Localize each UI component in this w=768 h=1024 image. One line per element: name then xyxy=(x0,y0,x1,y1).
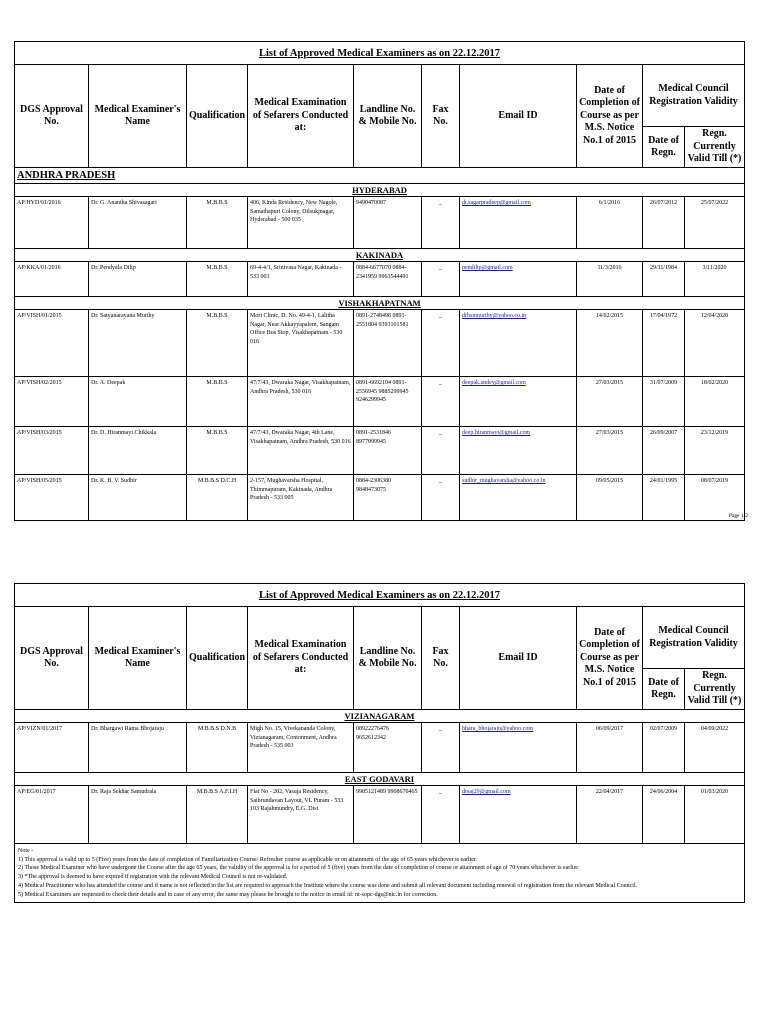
fax-no: _ xyxy=(422,377,460,427)
examiners-table-page-2 xyxy=(14,583,745,903)
conducted-at-address: Migh No. 15, Vivekananda Colony, Vizianagaram, Contonment, Andhra Pradesh - 535 003 xyxy=(248,723,354,773)
date-of-regn: 02/07/2009 xyxy=(643,723,685,773)
fax-no: _ xyxy=(422,427,460,475)
email-id[interactable] xyxy=(460,427,577,475)
email-id[interactable] xyxy=(460,310,577,377)
header-dgs: DGS Approval No. xyxy=(15,65,89,168)
dgs-approval-no: AP/VISH/05/2015 xyxy=(15,475,89,521)
page-2 xyxy=(14,583,744,903)
header-council: Medical Council Registration Validity xyxy=(643,607,745,669)
page-title: List of Approved Medical Examiners as on 22.12.2017 xyxy=(15,584,745,607)
completion-date: 11/3/2016 xyxy=(577,262,643,297)
header-email: Email ID xyxy=(460,65,577,168)
conducted-at-address: Flat No - 202, Vasuja Residency, Saibrundavan Layout, VL Puram - 533 103 Rajahmundry, E.G. Dist xyxy=(248,786,354,844)
table-row xyxy=(15,310,745,377)
examiner-name: Dr. A. Deepak xyxy=(89,377,187,427)
date-of-regn: 29/11/1984 xyxy=(643,262,685,297)
header-regn-valid: Regn. Currently Valid Till (*) xyxy=(685,127,745,168)
landline-mobile: 0884-2306380 9848473075 xyxy=(354,475,422,521)
regn-valid-till: 23/12/2019 xyxy=(685,427,745,475)
qualification: M.B.B.S D.N.B xyxy=(187,723,248,773)
completion-date: 06/09/2017 xyxy=(577,723,643,773)
header-fax: Fax No. xyxy=(422,65,460,168)
header-dgs: DGS Approval No. xyxy=(15,607,89,710)
header-qualification: Qualification xyxy=(187,65,248,168)
email-link[interactable]: pendilip@gmail.com xyxy=(462,265,513,271)
conducted-at-address: 47/7/43, Dwaraka Nagar, 4th Lane, Visakhapatnam, Andhra Pradesh, 530 016 xyxy=(248,427,354,475)
email-id[interactable] xyxy=(460,197,577,249)
completion-date: 09/05/2015 xyxy=(577,475,643,521)
email-id[interactable] xyxy=(460,262,577,297)
regn-valid-till: 08/07/2019 xyxy=(685,475,745,521)
examiner-name: Dr. K. B. V. Sudhir xyxy=(89,475,187,521)
header-qualification: Qualification xyxy=(187,607,248,710)
note-line: Note - xyxy=(18,848,34,854)
completion-date: 6/1/2016 xyxy=(577,197,643,249)
page-title: List of Approved Medical Examiners as on 22.12.2017 xyxy=(15,42,745,65)
dgs-approval-no: AP/VISH/02/2015 xyxy=(15,377,89,427)
header-landline: Landline No. & Mobile No. xyxy=(354,65,422,168)
header-fax: Fax No. xyxy=(422,607,460,710)
date-of-regn: 31/07/2009 xyxy=(643,377,685,427)
date-of-regn: 17/04/1972 xyxy=(643,310,685,377)
fax-no: _ xyxy=(422,723,460,773)
table-row xyxy=(15,197,745,249)
header-email: Email ID xyxy=(460,607,577,710)
note-line: 3) *The approval is deemed to have expired if registration with the relevant Medical Council is not re-validated. xyxy=(18,874,288,881)
table-row xyxy=(15,475,745,521)
header-conducted-at: Medical Examination of Sefarers Conducted at: xyxy=(248,607,354,710)
dgs-approval-no: AP/HYD/01/2016 xyxy=(15,197,89,249)
date-of-regn: 24/01/1995 xyxy=(643,475,685,521)
completion-date: 14/02/2015 xyxy=(577,310,643,377)
note-line: 4) Medical Practitioner who has attended the course and if name is not reflected in the list are required to approach the Institute where the course was done and submit all relevant document including renewal of registration from the relevant Medical Council. xyxy=(18,882,638,889)
email-link[interactable]: dr.sagarpradeep@gmail.com xyxy=(462,200,531,206)
landline-mobile: 0891-2531846 8977099945 xyxy=(354,427,422,475)
conducted-at-address: Mori Clinic, D. No. 49-4-1, Lalitha Nagar, Near Akkayyapalem, Sangam Office Bus Stop, Visakhapatnam - 530 016 xyxy=(248,310,354,377)
header-name: Medical Examiner's Name xyxy=(89,607,187,710)
email-link[interactable]: deepak.andey@gmail.com xyxy=(462,380,526,386)
page-1 xyxy=(14,41,748,521)
qualification: M.B.B.S xyxy=(187,427,248,475)
landline-mobile: 08922276476 9652612342 xyxy=(354,723,422,773)
page-number: Page 1/2 xyxy=(728,513,748,519)
email-id[interactable] xyxy=(460,377,577,427)
header-date-regn: Date of Regn. xyxy=(643,127,685,168)
date-of-regn: 24/06/2004 xyxy=(643,786,685,844)
dgs-approval-no: AP/VIZN/01/2017 xyxy=(15,723,89,773)
qualification: M.B.B.S xyxy=(187,377,248,427)
examiner-name: Dr. Satyanarayana Murthy xyxy=(89,310,187,377)
header-landline: Landline No. & Mobile No. xyxy=(354,607,422,710)
landline-mobile: 0891-2748498 0891-2551804 9393101581 xyxy=(354,310,422,377)
email-link[interactable]: deep.hiranmayi@gmail.com xyxy=(462,430,531,436)
examiner-name: Dr. Pendyala Dilip xyxy=(89,262,187,297)
email-id[interactable] xyxy=(460,475,577,521)
note-line: 5) Medical Examiners are requested to check their details and in case of any error, the same may please be brought to the notice in email id: nt-sopc-dgs@nic.in for correction. xyxy=(18,891,438,898)
fax-no: _ xyxy=(422,262,460,297)
city-heading: VIZIANAGARAM xyxy=(15,710,745,723)
header-completion: Date of Completion of Course as per M.S. Notice No.1 of 2015 xyxy=(577,607,643,710)
table-row xyxy=(15,427,745,475)
qualification: M.B.B.S xyxy=(187,197,248,249)
fax-no: _ xyxy=(422,475,460,521)
dgs-approval-no: AP/VISH/03/2015 xyxy=(15,427,89,475)
completion-date: 27/03/2015 xyxy=(577,377,643,427)
completion-date: 22/04/2017 xyxy=(577,786,643,844)
conducted-at-address: 47/7/43, Dwaraka Nagar, Visakhapatnam, Andhra Pradesh, 530 016 xyxy=(248,377,354,427)
table-row xyxy=(15,377,745,427)
email-link[interactable]: drsaj29@gmail.com xyxy=(462,789,511,795)
landline-mobile: 9490470087 xyxy=(354,197,422,249)
landline-mobile: 0891-6692104 0891-2556945 9885299945 9246299945 xyxy=(354,377,422,427)
date-of-regn: 26/07/2012 xyxy=(643,197,685,249)
city-heading: EAST GODAVARI xyxy=(15,773,745,786)
email-link[interactable]: drbsnmurthy@yahoo.co.in xyxy=(462,313,527,319)
landline-mobile: 9985121489 9908670465 xyxy=(354,786,422,844)
examiner-name: Dr. G. Anantha Shivasagari xyxy=(89,197,187,249)
dgs-approval-no: AP/EG/01/2017 xyxy=(15,786,89,844)
regn-valid-till: 25/07/2022 xyxy=(685,197,745,249)
qualification: M.B.B.S xyxy=(187,310,248,377)
examiner-name: Dr. Raja Sekhar Samudrala xyxy=(89,786,187,844)
table-row xyxy=(15,786,745,844)
examiner-name: Dr. D. Hiranmayi Chikkala xyxy=(89,427,187,475)
regn-valid-till: 01/03/2020 xyxy=(685,786,745,844)
dgs-approval-no: AP/KKA/01/2016 xyxy=(15,262,89,297)
email-id[interactable] xyxy=(460,786,577,844)
examiners-table-page-1 xyxy=(14,41,745,521)
conducted-at-address: 406, Kinda Residency, New Nagole, Samathapuri Colony, Dilsukjnagar, Hyderabad - 500 035 xyxy=(248,197,354,249)
city-heading: VISHAKHAPATNAM xyxy=(15,297,745,310)
note-line: 1) This approval is valid up to 5 (Five) years from the date of completion of Familiarization Course/ Refresher course as applicable or on attainment of the age of 65 years whichever is earlier. xyxy=(18,856,478,863)
qualification: M.B.B.S xyxy=(187,262,248,297)
email-link[interactable]: sudhir_mughavarsha@yahoo.co.in xyxy=(462,478,546,484)
notes-block xyxy=(15,844,745,903)
regn-valid-till: 12/04/2020 xyxy=(685,310,745,377)
header-completion: Date of Completion of Course as per M.S. Notice No.1 of 2015 xyxy=(577,65,643,168)
date-of-regn: 26/09/2007 xyxy=(643,427,685,475)
regn-valid-till: 04/09/2022 xyxy=(685,723,745,773)
dgs-approval-no: AP/VISH/01/2015 xyxy=(15,310,89,377)
examiner-name: Dr. Bhargawi Rama Bhojaraju xyxy=(89,723,187,773)
fax-no: _ xyxy=(422,310,460,377)
email-id[interactable] xyxy=(460,723,577,773)
header-conducted-at: Medical Examination of Sefarers Conducted at: xyxy=(248,65,354,168)
conducted-at-address: 2-157, Mughavarsha Hospital, Thimmapuram, Kakinada, Andhra Pradesh - 533 005 xyxy=(248,475,354,521)
city-heading: KAKINADA xyxy=(15,249,745,262)
email-link[interactable]: bhara_bhojaraju@yahoo.com xyxy=(462,726,534,732)
qualification: M.B.B.S A.F.I.H xyxy=(187,786,248,844)
regn-valid-till: 3/11/2020 xyxy=(685,262,745,297)
fax-no: _ xyxy=(422,197,460,249)
header-council: Medical Council Registration Validity xyxy=(643,65,745,127)
conducted-at-address: 69-4-4/1, Srinivasa Nagar, Kakinada - 533 003 xyxy=(248,262,354,297)
completion-date: 27/03/2015 xyxy=(577,427,643,475)
table-row xyxy=(15,262,745,297)
header-date-regn: Date of Regn. xyxy=(643,669,685,710)
landline-mobile: 0884-6677070 0884-2341959 9963544491 xyxy=(354,262,422,297)
city-heading: HYDERABAD xyxy=(15,184,745,197)
qualification: M.B.B.S D.C.H xyxy=(187,475,248,521)
fax-no: _ xyxy=(422,786,460,844)
header-name: Medical Examiner's Name xyxy=(89,65,187,168)
header-regn-valid: Regn. Currently Valid Till (*) xyxy=(685,669,745,710)
note-line: 2) Those Medical Examiner who have undergone the Course after the age 65 years, the validity of the approval is for a period of 5 (five) years from the date of completion of course or attainment of age of 70 years whichever is earlier xyxy=(18,865,579,872)
state-heading: ANDHRA PRADESH xyxy=(15,168,745,184)
regn-valid-till: 18/02/2020 xyxy=(685,377,745,427)
table-row xyxy=(15,723,745,773)
